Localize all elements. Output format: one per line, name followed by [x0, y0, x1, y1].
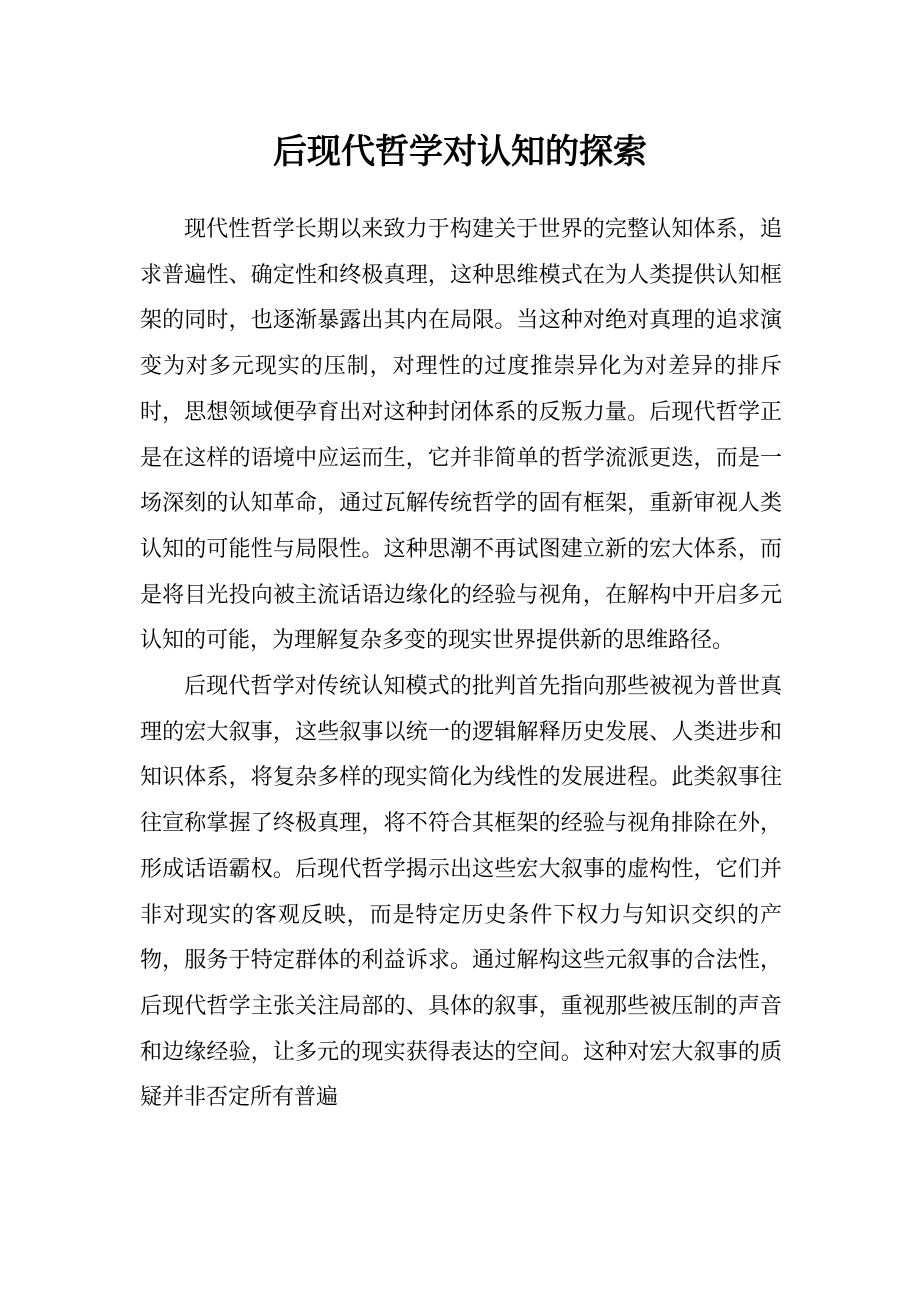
paragraph-2: 后现代哲学对传统认知模式的批判首先指向那些被视为普世真理的宏大叙事，这些叙事以统一的逻辑解释历史发展、人类进步和知识体系，将复杂多样的现实简化为线性的发展进程。此类叙事往往宣称掌握了终极真理，将不符合其框架的经验与视角排除在外，形成话语霸权。后现代哲学揭示出这些宏大叙事的虚构性，它们并非对现实的客观反映，而是特定历史条件下权力与知识交织的产物，服务于特定群体的利益诉求。通过解构这些元叙事的合法性，后现代哲学主张关注局部的、具体的叙事，重视那些被压制的声音和边缘经验，让多元的现实获得表达的空间。这种对宏大叙事的质疑并非否定所有普遍 — [140, 674, 782, 1111]
document-body — [140, 207, 782, 1121]
paragraph-1: 现代性哲学长期以来致力于构建关于世界的完整认知体系，追求普遍性、确定性和终极真理，这种思维模式在为人类提供认知框架的同时，也逐渐暴露出其内在局限。当这种对绝对真理的追求演变为对多元现实的压制，对理性的过度推崇异化为对差异的排斥时，思想领域便孕育出对这种封闭体系的反叛力量。后现代哲学正是在这样的语境中应运而生，它并非简单的哲学流派更迭，而是一场深刻的认知革命，通过瓦解传统哲学的固有框架，重新审视人类认知的可能性与局限性。这种思潮不再试图建立新的宏大体系，而是将目光投向被主流话语边缘化的经验与视角，在解构中开启多元认知的可能，为理解复杂多变的现实世界提供新的思维路径。 — [140, 217, 782, 654]
document-title: 后现代哲学对认知的探索 — [273, 132, 647, 172]
